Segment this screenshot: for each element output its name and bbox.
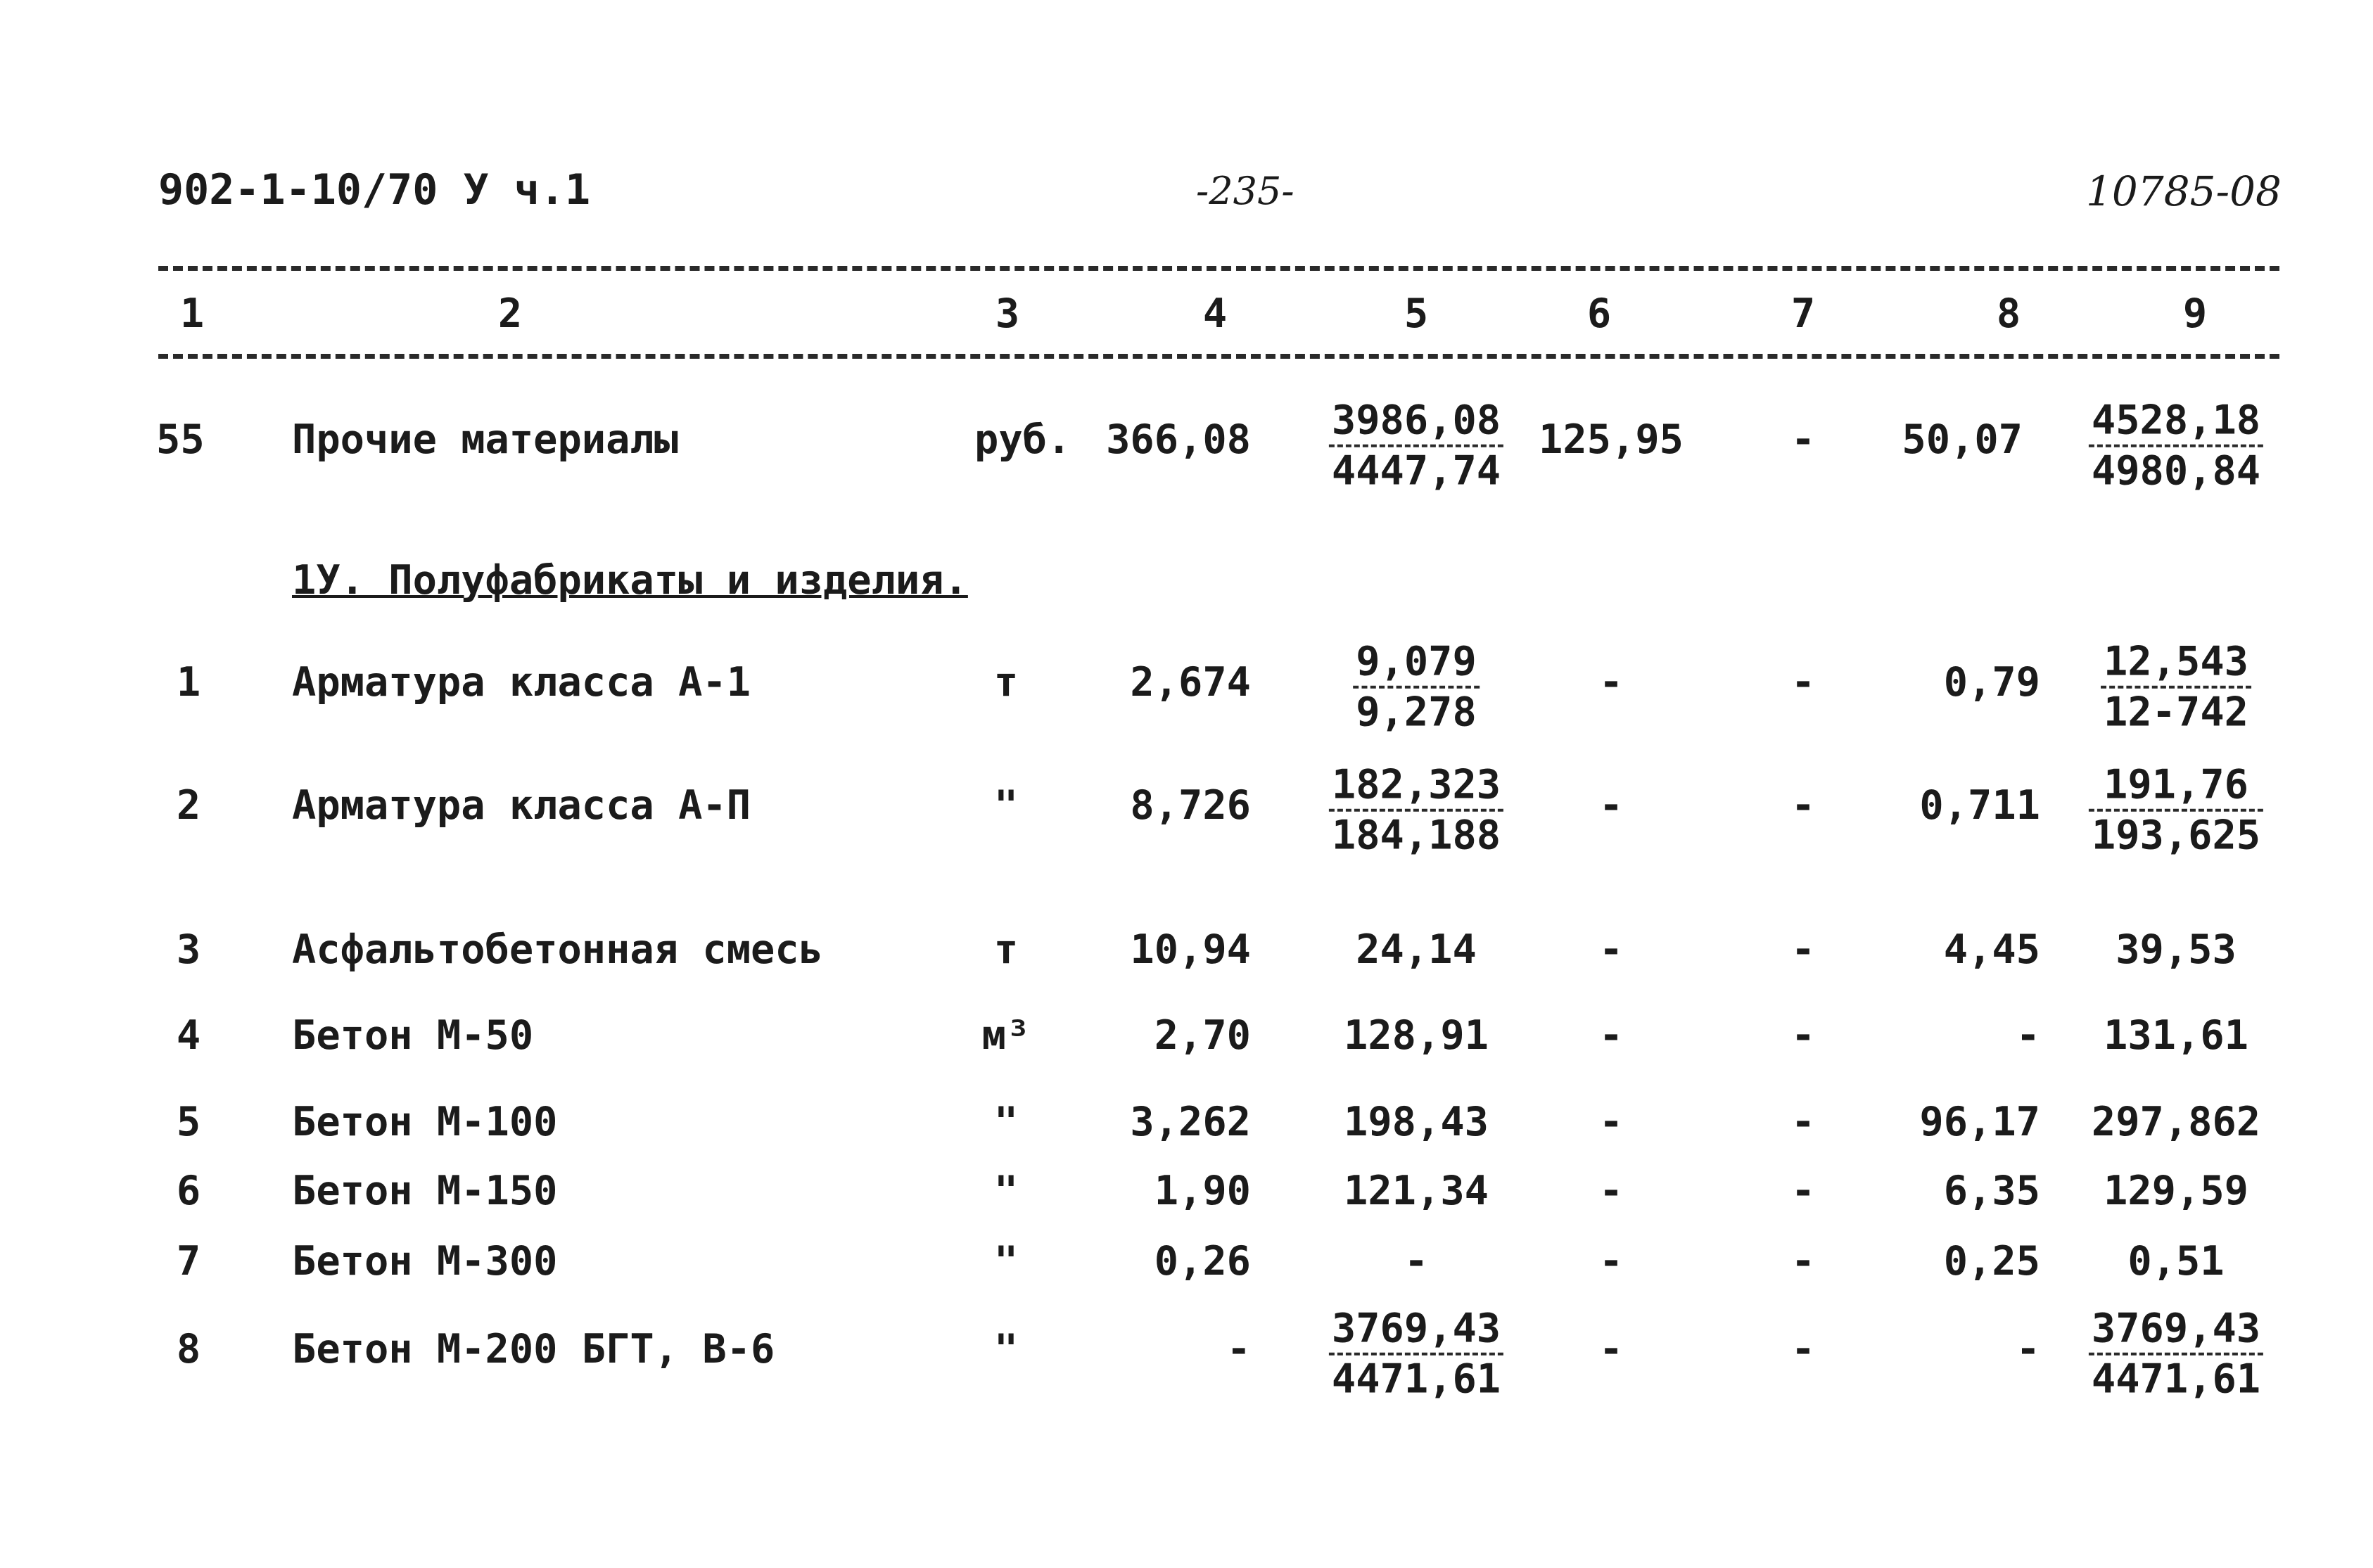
material-name: Прочие материалы	[292, 416, 679, 463]
col8-value: 50,07	[1902, 416, 2023, 463]
col-number: 3	[995, 291, 1020, 337]
col-number: 4	[1202, 291, 1228, 337]
section-title: 1У. Полуфабрикаты и изделия.	[292, 557, 968, 604]
col6-value: -	[1598, 1012, 1624, 1059]
col9-value: 131,61	[2104, 1012, 2248, 1059]
fraction-bottom: 193,625	[2091, 812, 2261, 859]
fraction-bottom: 184,188	[1331, 812, 1501, 859]
col6-value: -	[1598, 926, 1624, 973]
col7-value: -	[1790, 1168, 1816, 1214]
document-code: 902-1-10/70 У ч.1	[158, 165, 591, 215]
col5-fraction	[1329, 761, 1503, 859]
col7-value: -	[1790, 659, 1816, 706]
fraction-top: 4528,18	[2089, 400, 2263, 447]
fraction-bottom: 4471,61	[1331, 1356, 1501, 1403]
unit: "	[993, 1238, 1019, 1285]
col9-value: 39,53	[2116, 926, 2237, 973]
col5-value: 198,43	[1344, 1099, 1489, 1145]
col-number: 8	[1996, 291, 2021, 337]
col9-value: 0,51	[2127, 1238, 2225, 1285]
col7-value: -	[1790, 782, 1816, 829]
col9-value: 297,862	[2091, 1099, 2261, 1145]
col8-value: 6,35	[1943, 1168, 2040, 1214]
col6-value: -	[1598, 782, 1624, 829]
col8-value: -	[2016, 1326, 2040, 1372]
col9-value: 129,59	[2104, 1168, 2248, 1214]
col7-value: -	[1790, 1099, 1816, 1145]
stamp-number: 10785-08	[2086, 167, 2282, 215]
col7-value: -	[1790, 926, 1816, 973]
fraction-bottom: 12-742	[2104, 689, 2248, 736]
fraction-top: 182,323	[1329, 764, 1503, 812]
unit: "	[993, 1099, 1019, 1145]
col4-value: 8,726	[1130, 782, 1251, 829]
col-number: 1	[179, 291, 205, 337]
fraction-top: 191,76	[2089, 764, 2263, 812]
row-number: 2	[176, 782, 201, 829]
row-number: 8	[176, 1326, 201, 1372]
col4-value: 0,26	[1154, 1238, 1251, 1285]
unit: руб.	[974, 416, 1071, 463]
material-name: Бетон М-50	[292, 1012, 534, 1059]
col6-value: -	[1598, 1168, 1624, 1214]
material-name: Арматура класса А-П	[292, 782, 751, 829]
col5-fraction	[1329, 1305, 1503, 1403]
unit: "	[993, 1168, 1019, 1214]
col7-value: -	[1790, 416, 1816, 463]
col4-value: 1,90	[1154, 1168, 1251, 1214]
col6-value: 125,95	[1539, 416, 1684, 463]
col4-value: 3,262	[1130, 1099, 1251, 1145]
col5-fraction	[1353, 638, 1480, 736]
fraction-top: 3986,08	[1329, 400, 1503, 447]
col5-value: 24,14	[1356, 926, 1477, 973]
col-number: 5	[1404, 291, 1429, 337]
col8-value: -	[2016, 1012, 2040, 1059]
row-number: 4	[176, 1012, 201, 1059]
col8-value: 96,17	[1919, 1099, 2040, 1145]
col5-fraction	[1329, 397, 1503, 495]
fraction-bottom: 4471,61	[2091, 1356, 2261, 1403]
fraction-bottom: 9,278	[1356, 689, 1477, 736]
col7-value: -	[1790, 1012, 1816, 1059]
col8-value: 0,79	[1943, 659, 2040, 706]
fraction-top: 9,079	[1353, 641, 1480, 689]
col6-value: -	[1598, 1099, 1624, 1145]
col4-value: 2,70	[1154, 1012, 1251, 1059]
fraction-top: 3769,43	[1329, 1308, 1503, 1356]
row-number: 6	[176, 1168, 201, 1214]
col6-value: -	[1598, 1238, 1624, 1285]
unit: т	[993, 659, 1019, 706]
col4-value: -	[1226, 1326, 1251, 1372]
fraction-top: 12,543	[2101, 641, 2251, 689]
col7-value: -	[1790, 1238, 1816, 1285]
col5-value: 128,91	[1344, 1012, 1489, 1059]
row-number: 5	[176, 1099, 201, 1145]
col9-fraction	[2089, 397, 2263, 495]
col6-value: -	[1598, 1326, 1624, 1372]
material-name: Бетон М-100	[292, 1099, 558, 1145]
col4-value: 366,08	[1106, 416, 1251, 463]
unit: т	[993, 926, 1019, 973]
material-name: Бетон М-150	[292, 1168, 558, 1214]
unit: "	[993, 782, 1019, 829]
col5-value: 121,34	[1344, 1168, 1489, 1214]
row-number: 1	[176, 659, 201, 706]
material-name: Арматура класса А-1	[292, 659, 751, 706]
col8-value: 0,25	[1943, 1238, 2040, 1285]
unit: "	[993, 1326, 1019, 1372]
header-rule	[158, 354, 2279, 359]
col4-value: 10,94	[1130, 926, 1251, 973]
fraction-bottom: 4447,74	[1331, 447, 1501, 495]
col-number: 9	[2182, 291, 2208, 337]
material-name: Бетон М-200 БГТ, В-6	[292, 1326, 775, 1372]
unit: м³	[981, 1012, 1031, 1059]
col9-fraction	[2089, 1305, 2263, 1403]
col4-value: 2,674	[1130, 659, 1251, 706]
col8-value: 4,45	[1943, 926, 2040, 973]
material-name: Асфальтобетонная смесь	[292, 926, 823, 973]
col-number: 7	[1790, 291, 1816, 337]
page-number: -235-	[1196, 169, 1294, 213]
top-rule	[158, 266, 2279, 271]
col8-value: 0,711	[1919, 782, 2040, 829]
fraction-bottom: 4980,84	[2091, 447, 2261, 495]
col-number: 2	[497, 291, 523, 337]
row-number: 3	[176, 926, 201, 973]
row-number: 55	[156, 416, 205, 463]
fraction-top: 3769,43	[2089, 1308, 2263, 1356]
col-number: 6	[1586, 291, 1612, 337]
row-number: 7	[176, 1238, 201, 1285]
col7-value: -	[1790, 1326, 1816, 1372]
col9-fraction	[2089, 761, 2263, 859]
material-name: Бетон М-300	[292, 1238, 558, 1285]
col6-value: -	[1598, 659, 1624, 706]
col5-value: -	[1404, 1238, 1429, 1285]
col9-fraction	[2101, 638, 2251, 736]
